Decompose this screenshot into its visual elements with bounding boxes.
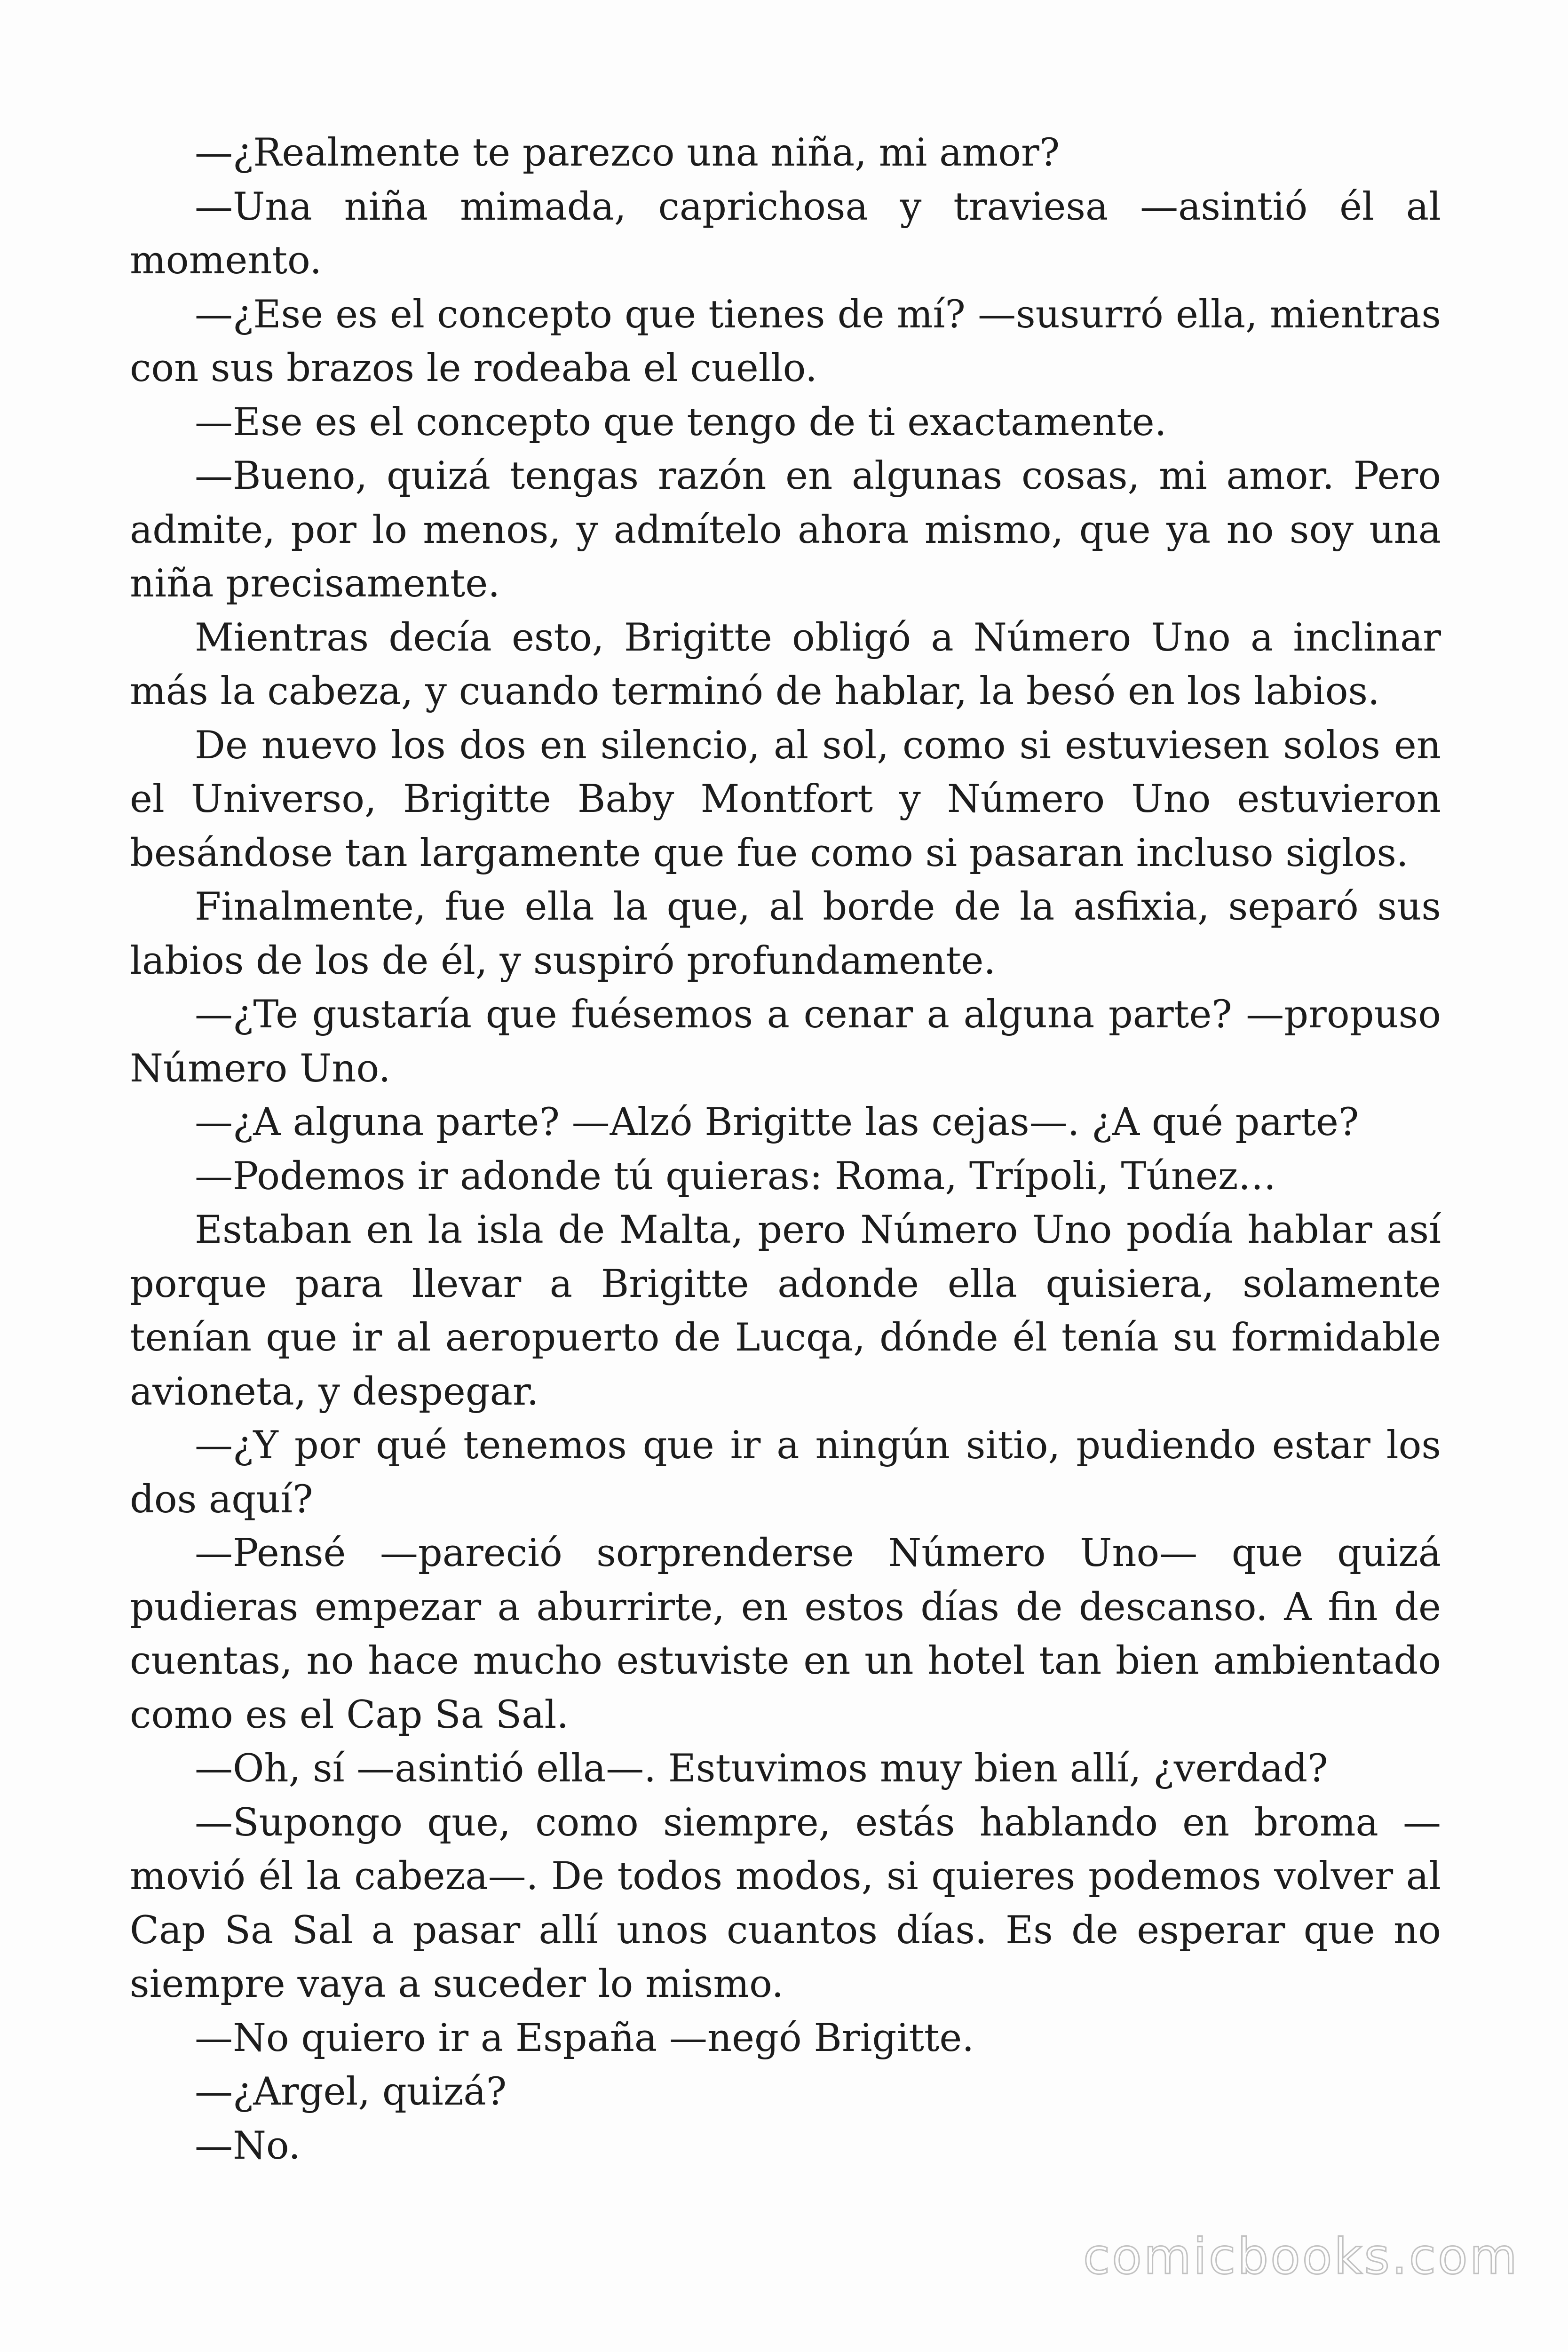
paragraph: Finalmente, fue ella la que, al borde de la asfixia, separó sus labios de los de él, y suspiró profundamente. [130,885,1441,983]
paragraph: —No. [195,2123,301,2168]
paragraph: —Una niña mimada, caprichosa y traviesa —asintió él al momento. [130,184,1441,283]
paragraph: —Bueno, quizá tengas razón en algunas cosas, mi amor. Pero admite, por lo menos, y admítelo ahora mismo, que ya no soy una niña precisamente. [130,454,1441,606]
watermark: comicbooks.com [1083,2228,1519,2285]
paragraph: Estaban en la isla de Malta, pero Número Uno podía hablar así porque para llevar a Brigitte adonde ella quisiera, solamente tenían que ir al aeropuerto de Lucqa, dónde él tenía su formidable avioneta, y despegar. [130,1208,1441,1414]
paragraph: —¿Realmente te parezco una niña, mi amor? [195,131,1060,175]
paragraph: —Ese es el concepto que tengo de ti exactamente. [195,400,1167,445]
paragraph: Mientras decía esto, Brigitte obligó a Número Uno a inclinar más la cabeza, y cuando terminó de hablar, la besó en los labios. [130,615,1441,714]
paragraph: —Supongo que, como siempre, estás hablando en broma —movió él la cabeza—. De todos modos, si quieres podemos volver al Cap Sa Sal a pasar allí unos cuantos días. Es de esperar que no siempre vaya a suceder lo mismo. [130,1800,1441,2006]
paragraph: —¿Ese es el concepto que tienes de mí? —susurró ella, mientras con sus brazos le rodeaba el cuello. [130,292,1441,390]
paragraph: —Oh, sí —asintió ella—. Estuvimos muy bien allí, ¿verdad? [195,1747,1328,1791]
paragraph: —Podemos ir adonde tú quieras: Roma, Trípoli, Túnez… [195,1154,1276,1199]
paragraph: —Pensé —pareció sorprenderse Número Uno— que quizá pudieras empezar a aburrirte, en estos días de descanso. A fin de cuentas, no hace mucho estuviste en un hotel tan bien ambientado como es el Cap Sa Sal. [130,1531,1441,1737]
paragraph: —¿A alguna parte? —Alzó Brigitte las cejas—. ¿A qué parte? [195,1100,1359,1144]
paragraph: —¿Y por qué tenemos que ir a ningún sitio, pudiendo estar los dos aquí? [130,1423,1441,1522]
paragraph: De nuevo los dos en silencio, al sol, como si estuviesen solos en el Universo, Brigitte Baby Montfort y Número Uno estuvieron besándose tan largamente que fue como si pasaran incluso siglos. [130,723,1441,875]
body-text [130,126,1441,2173]
paragraph: —No quiero ir a España —negó Brigitte. [195,2016,974,2060]
paragraph: —¿Te gustaría que fuésemos a cenar a alguna parte? —propuso Número Uno. [130,993,1441,1091]
paragraph: —¿Argel, quizá? [195,2070,507,2114]
